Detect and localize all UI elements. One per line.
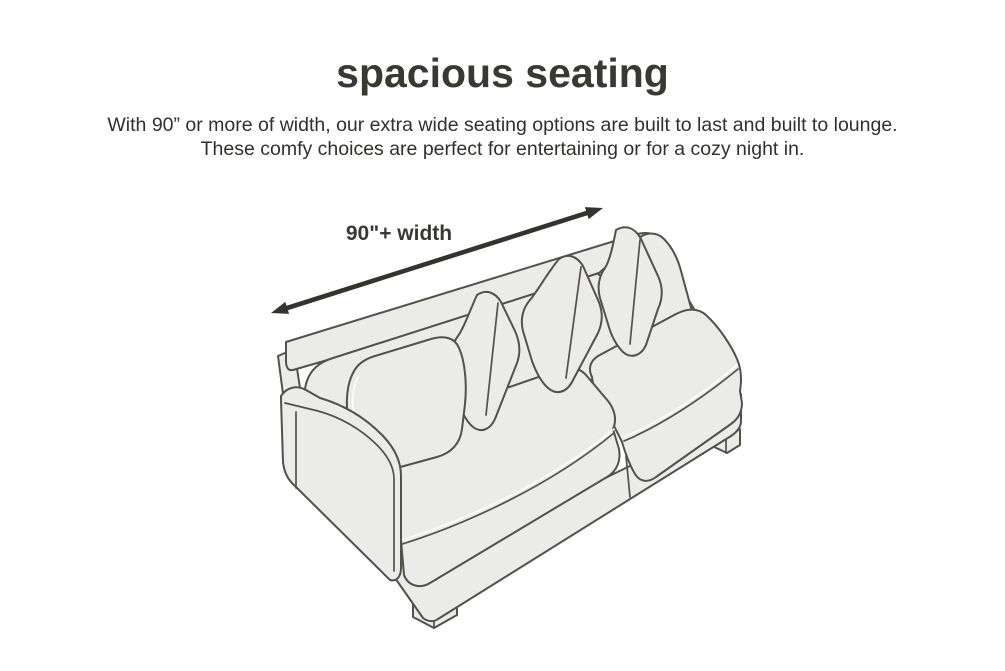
dimension-label: 90"+ width <box>345 222 453 245</box>
page-title: spacious seating <box>336 50 669 96</box>
description-line-1: With 90” or more of width, our extra wide seating options are built to last and built to lounge. <box>107 114 898 136</box>
dimension-arrow-head-right <box>585 207 603 219</box>
dimension-arrow-head-left <box>271 302 289 314</box>
description-line-2: These comfy choices are perfect for entertaining or for a cozy night in. <box>200 137 805 160</box>
